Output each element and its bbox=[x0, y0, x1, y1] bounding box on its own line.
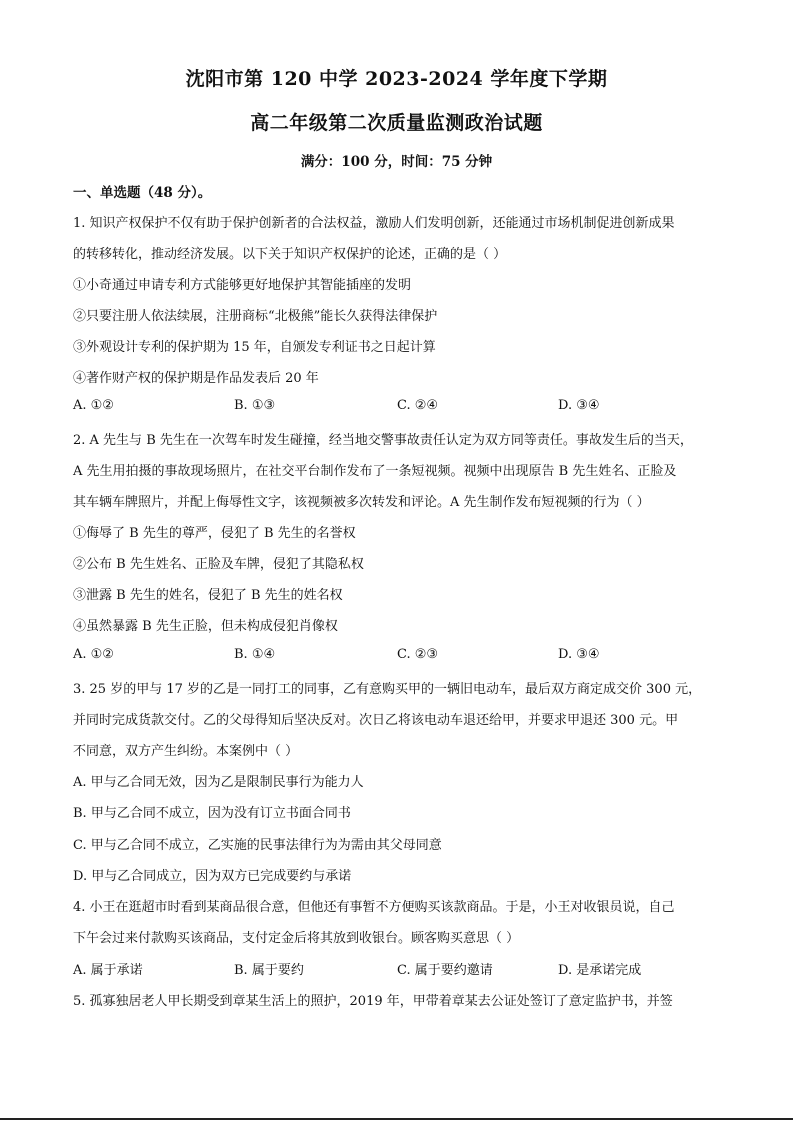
q3-option-d: D. 甲与乙合同成立，因为双方已完成要约与承诺 bbox=[73, 869, 352, 884]
q2-option-b: B. ①④ bbox=[234, 647, 276, 662]
q3-stem-line2: 并同时完成货款交付。乙的父母得知后坚决反对。次日乙将该电动车退还给甲，并要求甲退还 300 元。甲 bbox=[73, 713, 679, 728]
q5-stem-line1: 5. 孤寡独居老人甲长期受到章某生活上的照护，2019 年，甲带着章某去公证处签订了意定监护书，并签 bbox=[73, 994, 673, 1009]
q3-option-c: C. 甲与乙合同不成立，乙实施的民事法律行为为需由其父母同意 bbox=[73, 838, 442, 853]
q4-option-d: D. 是承诺完成 bbox=[558, 963, 642, 978]
q1-option-a: A. ①② bbox=[73, 398, 114, 413]
q3-option-a: A. 甲与乙合同无效，因为乙是限制民事行为能力人 bbox=[73, 775, 364, 790]
page-bottom-rule bbox=[0, 1118, 793, 1120]
q2-option-d: D. ③④ bbox=[558, 647, 600, 662]
q3-stem-line3: 不同意，双方产生纠纷。本案例中（ ） bbox=[73, 744, 299, 759]
q1-statement-1: ①小奇通过申请专利方式能够更好地保护其智能插座的发明 bbox=[73, 278, 412, 293]
q4-stem-line1: 4. 小王在逛超市时看到某商品很合意，但他还有事暂不方便购买该款商品。于是，小王对收银员说，自己 bbox=[73, 900, 675, 915]
q4-option-c: C. 属于要约邀请 bbox=[397, 963, 493, 978]
q2-statement-2: ②公布 B 先生姓名、正脸及车牌，侵犯了其隐私权 bbox=[73, 557, 364, 572]
q4-option-a: A. 属于承诺 bbox=[73, 963, 143, 978]
q3-stem-line1: 3. 25 岁的甲与 17 岁的乙是一同打工的同事，乙有意购买甲的一辆旧电动车，最后双方商定成交价 300 元， bbox=[73, 682, 702, 697]
q1-option-d: D. ③④ bbox=[558, 398, 600, 413]
q3-option-b: B. 甲与乙合同不成立，因为没有订立书面合同书 bbox=[73, 806, 351, 821]
exam-title-line2: 高二年级第二次质量监测政治试题 bbox=[250, 112, 543, 134]
section-heading: 一、单选题（48 分）。 bbox=[73, 185, 212, 201]
exam-subtitle: 满分：100 分，时间：75 分钟 bbox=[300, 154, 493, 170]
exam-title-line1: 沈阳市第 120 中学 2023-2024 学年度下学期 bbox=[185, 68, 608, 90]
q1-statement-4: ④著作财产权的保护期是作品发表后 20 年 bbox=[73, 371, 319, 386]
q4-option-b: B. 属于要约 bbox=[234, 963, 304, 978]
q2-statement-4: ④虽然暴露 B 先生正脸，但未构成侵犯肖像权 bbox=[73, 619, 338, 634]
q2-stem-line1: 2. A 先生与 B 先生在一次驾车时发生碰撞，经当地交警事故责任认定为双方同等责任。事故发生后的当天， bbox=[73, 433, 693, 448]
q1-stem-line1: 1. 知识产权保护不仅有助于保护创新者的合法权益，激励人们发明创新，还能通过市场机制促进创新成果 bbox=[73, 216, 675, 231]
q1-option-c: C. ②④ bbox=[397, 398, 439, 413]
q2-stem-line3: 其车辆车牌照片，并配上侮辱性文字，该视频被多次转发和评论。A 先生制作发布短视频的行为（ ） bbox=[73, 495, 650, 510]
q2-stem-line2: A 先生用拍摄的事故现场照片，在社交平台制作发布了一条短视频。视频中出现原告 B 先生姓名、正脸及 bbox=[73, 464, 677, 479]
q2-statement-1: ①侮辱了 B 先生的尊严，侵犯了 B 先生的名誉权 bbox=[73, 526, 356, 541]
q2-option-c: C. ②③ bbox=[397, 647, 439, 662]
q1-statement-3: ③外观设计专利的保护期为 15 年，自颁发专利证书之日起计算 bbox=[73, 340, 436, 355]
q1-stem-line2: 的转移转化，推动经济发展。以下关于知识产权保护的论述，正确的是（ ） bbox=[73, 247, 507, 262]
q1-statement-2: ②只要注册人依法续展，注册商标“北极熊”能长久获得法律保护 bbox=[73, 309, 438, 324]
q4-stem-line2: 下午会过来付款购买该商品，支付定金后将其放到收银台。顾客购买意思（ ） bbox=[73, 931, 520, 946]
q2-option-a: A. ①② bbox=[73, 647, 114, 662]
q1-option-b: B. ①③ bbox=[234, 398, 276, 413]
q2-statement-3: ③泄露 B 先生的姓名，侵犯了 B 先生的姓名权 bbox=[73, 588, 343, 603]
